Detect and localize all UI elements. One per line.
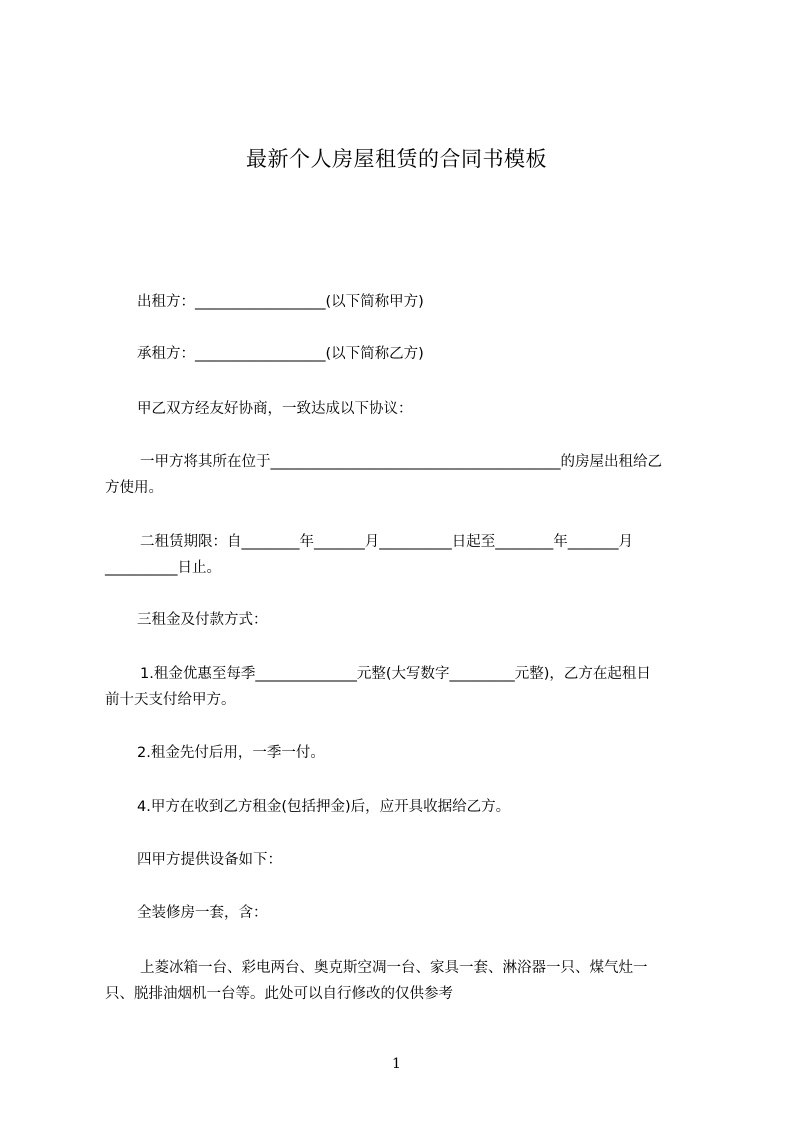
clause-1-line-1: 一甲方将其所在位于________________________________________的房屋出租给乙 (140, 454, 662, 470)
appliances-line-2: 只、脱排油烟机一台等。此处可以自行修改的仅供参考 (105, 986, 453, 1002)
clause-3-4-line: 4.甲方在收到乙方租金(包括押金)后，应开具收据给乙方。 (137, 799, 511, 815)
clause-2-line-2: __________日止。 (105, 560, 221, 576)
clause-3-heading: 三租金及付款方式： (137, 612, 268, 628)
clause-2-line-1: 二租赁期限：自________年_______月__________日起至________年_______月 (140, 534, 633, 550)
clause-4-heading: 四甲方提供设备如下： (137, 852, 282, 868)
agreement-line: 甲乙双方经友好协商，一致达成以下协议： (137, 401, 413, 417)
clause-3-1-line-2: 前十天支付给甲方。 (105, 692, 236, 708)
appliances-line-1: 上菱冰箱一台、彩电两台、奥克斯空凋一台、家具一套、淋浴器一只、煤气灶一 (140, 960, 648, 976)
appliances-paragraph (105, 955, 705, 1007)
lessee-line: 承租方：__________________(以下简称乙方) (137, 346, 424, 362)
clause-3-1-paragraph (105, 661, 705, 713)
page-number: 1 (392, 1056, 401, 1072)
decoration-line: 全装修房一套，含： (137, 905, 268, 921)
clause-1-line-2: 方使用。 (105, 480, 163, 496)
lessor-line: 出租方：__________________(以下简称甲方) (137, 294, 424, 310)
clause-1-paragraph (105, 449, 705, 501)
document-title: 最新个人房屋租赁的合同书模板 (246, 147, 547, 171)
clause-2-paragraph (105, 529, 705, 581)
clause-3-2-line: 2.租金先付后用，一季一付。 (137, 745, 325, 761)
clause-3-1-line-1: 1.租金优惠至每季______________元整(大写数字_________元整)，乙方在起租日 (140, 666, 651, 682)
